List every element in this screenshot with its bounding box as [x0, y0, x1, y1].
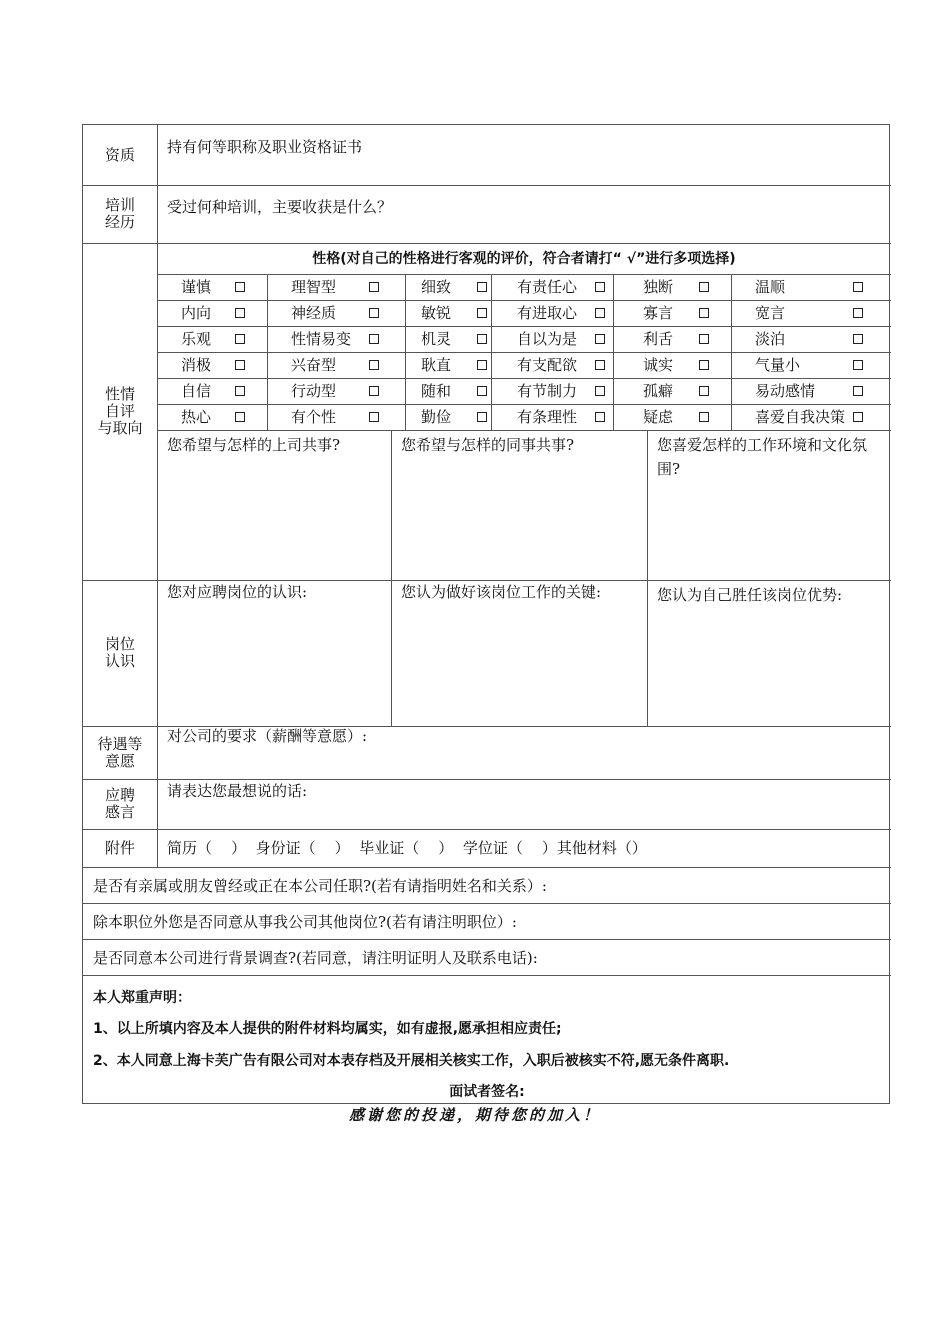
- training-label: [83, 185, 157, 243]
- trait-checkbox[interactable]: [477, 412, 487, 422]
- training-field[interactable]: 受过何种培训，主要收获是什么？: [167, 198, 393, 216]
- trait-label: 宽言: [755, 304, 786, 322]
- trait-label: 行动型: [291, 382, 337, 400]
- trait-label: 谨慎: [181, 278, 212, 296]
- trait-checkbox[interactable]: [369, 386, 379, 396]
- trait-checkbox[interactable]: [853, 386, 863, 396]
- remarks-label-line2: 感言: [104, 803, 135, 821]
- trait-label: 易动感情: [755, 382, 816, 400]
- trait-checkbox[interactable]: [477, 360, 487, 370]
- training-label-line1: 培训: [104, 196, 135, 214]
- trait-checkbox[interactable]: [699, 334, 709, 344]
- trait-checkbox[interactable]: [369, 308, 379, 318]
- trait-checkbox[interactable]: [853, 360, 863, 370]
- trait-checkbox[interactable]: [477, 282, 487, 292]
- trait-label: 利舌: [643, 330, 674, 348]
- trait-label: 乐观: [181, 330, 212, 348]
- colleague-preference-field[interactable]: 您希望与怎样的同事共事?: [401, 436, 575, 454]
- qualification-field[interactable]: 持有何等职称及职业资格证书: [167, 138, 363, 156]
- trait-label: 理智型: [291, 278, 337, 296]
- personality-label-line2: 自评: [104, 402, 135, 420]
- remarks-label-line1: 应聘: [104, 786, 135, 804]
- trait-checkbox[interactable]: [853, 334, 863, 344]
- trait-checkbox[interactable]: [699, 282, 709, 292]
- attachments-field[interactable]: 简历（ ） 身份证（ ） 毕业证（ ） 学位证（ ）其他材料（）: [167, 839, 647, 857]
- salary-label: [83, 726, 157, 779]
- application-form: [82, 124, 890, 1104]
- trait-checkbox[interactable]: [699, 308, 709, 318]
- trait-checkbox[interactable]: [235, 308, 245, 318]
- declaration-line2: 2、本人同意上海卡芙广告有限公司对本表存档及开展相关核实工作，入职后被核实不符,愿无条件离职.: [93, 1053, 730, 1069]
- trait-checkbox[interactable]: [235, 334, 245, 344]
- footer-thanks: 感谢您的投递，期待您的加入！: [348, 1106, 601, 1124]
- trait-label: 勤俭: [421, 408, 452, 426]
- trait-label: 诚实: [643, 356, 674, 374]
- trait-label: 淡泊: [755, 330, 786, 348]
- environment-preference-field[interactable]: 您喜爱怎样的工作环境和文化氛围?: [657, 436, 868, 478]
- trait-checkbox[interactable]: [853, 412, 863, 422]
- trait-checkbox[interactable]: [235, 386, 245, 396]
- salary-label-line1: 待遇等: [97, 734, 143, 753]
- trait-checkbox[interactable]: [235, 412, 245, 422]
- remarks-field[interactable]: 请表达您最想说的话:: [167, 782, 308, 800]
- trait-checkbox[interactable]: [369, 412, 379, 422]
- trait-checkbox[interactable]: [853, 308, 863, 318]
- position-understanding-field[interactable]: 您对应聘岗位的认识:: [167, 583, 308, 601]
- trait-checkbox[interactable]: [235, 282, 245, 292]
- trait-checkbox[interactable]: [477, 334, 487, 344]
- trait-checkbox[interactable]: [369, 282, 379, 292]
- trait-checkbox[interactable]: [699, 412, 709, 422]
- trait-checkbox[interactable]: [595, 412, 605, 422]
- trait-label: 机灵: [421, 330, 452, 348]
- trait-label: 耿直: [421, 356, 452, 374]
- position-advantage-field[interactable]: 您认为自己胜任该岗位优势:: [657, 586, 843, 604]
- trait-checkbox[interactable]: [595, 360, 605, 370]
- trait-checkbox[interactable]: [369, 360, 379, 370]
- declaration-title: 本人郑重声明：: [93, 990, 191, 1006]
- trait-label: 细致: [421, 278, 452, 296]
- trait-label: 有节制力: [517, 382, 578, 400]
- personality-label: [83, 243, 157, 580]
- trait-checkbox[interactable]: [595, 308, 605, 318]
- trait-checkbox[interactable]: [699, 386, 709, 396]
- trait-label: 疑虑: [643, 408, 674, 426]
- training-label-line2: 经历: [104, 213, 135, 231]
- trait-label: 自以为是: [517, 330, 578, 348]
- qualification-label: 资质: [104, 145, 135, 164]
- trait-label: 性情易变: [291, 330, 352, 348]
- trait-checkbox[interactable]: [595, 386, 605, 396]
- remarks-label: [83, 779, 157, 829]
- trait-label: 兴奋型: [291, 356, 337, 374]
- personality-header: 性格(对自己的性格进行客观的评价，符合者请打“ √”进行多项选择): [312, 251, 736, 267]
- trait-label: 孤癖: [643, 382, 674, 400]
- trait-label: 气量小: [755, 356, 801, 374]
- personality-label-line3: 与取向: [97, 419, 143, 437]
- attachments-label: 附件: [104, 838, 135, 857]
- trait-label: 寡言: [643, 304, 674, 322]
- trait-label: 独断: [643, 278, 674, 296]
- trait-label: 敏锐: [421, 304, 452, 322]
- trait-label: 有进取心: [517, 304, 578, 322]
- trait-checkbox[interactable]: [699, 360, 709, 370]
- position-label-line2: 认识: [104, 652, 135, 670]
- trait-checkbox[interactable]: [477, 308, 487, 318]
- declaration-line1: 1、以上所填内容及本人提供的附件材料均属实，如有虚报,愿承担相应责任;: [93, 1021, 562, 1037]
- trait-label: 喜爱自我决策: [755, 408, 846, 426]
- trait-label: 有条理性: [517, 408, 578, 426]
- trait-checkbox[interactable]: [235, 360, 245, 370]
- trait-label: 随和: [421, 382, 452, 400]
- trait-checkbox[interactable]: [595, 282, 605, 292]
- trait-label: 有责任心: [517, 278, 578, 296]
- personality-label-line1: 性情: [104, 385, 135, 403]
- position-label-line1: 岗位: [104, 635, 135, 653]
- position-label: [83, 580, 157, 726]
- trait-label: 自信: [181, 382, 212, 400]
- position-key-field[interactable]: 您认为做好该岗位工作的关键:: [401, 583, 602, 601]
- trait-checkbox[interactable]: [477, 386, 487, 396]
- trait-label: 有个性: [291, 408, 337, 426]
- signature-label[interactable]: 面试者签名:: [449, 1084, 525, 1100]
- trait-checkbox[interactable]: [853, 282, 863, 292]
- trait-checkbox[interactable]: [369, 334, 379, 344]
- trait-label: 温顺: [755, 278, 786, 296]
- background-check-question[interactable]: 是否同意本公司进行背景调查?(若同意，请注明证明人及联系电话):: [93, 949, 538, 967]
- trait-label: 热心: [181, 408, 212, 426]
- trait-label: 消极: [181, 356, 212, 374]
- trait-label: 内向: [181, 304, 212, 322]
- other-position-question[interactable]: 除本职位外您是否同意从事我公司其他岗位?(若有请注明职位）:: [93, 913, 517, 931]
- relatives-question[interactable]: 是否有亲属或朋友曾经或正在本公司任职?(若有请指明姓名和关系）:: [93, 877, 547, 895]
- salary-label-line2: 意愿: [104, 751, 135, 770]
- salary-field[interactable]: 对公司的要求（薪酬等意愿）:: [167, 727, 368, 745]
- trait-checkbox[interactable]: [595, 334, 605, 344]
- trait-label: 有支配欲: [517, 356, 578, 374]
- trait-label: 神经质: [291, 304, 337, 322]
- boss-preference-field[interactable]: 您希望与怎样的上司共事?: [167, 436, 341, 454]
